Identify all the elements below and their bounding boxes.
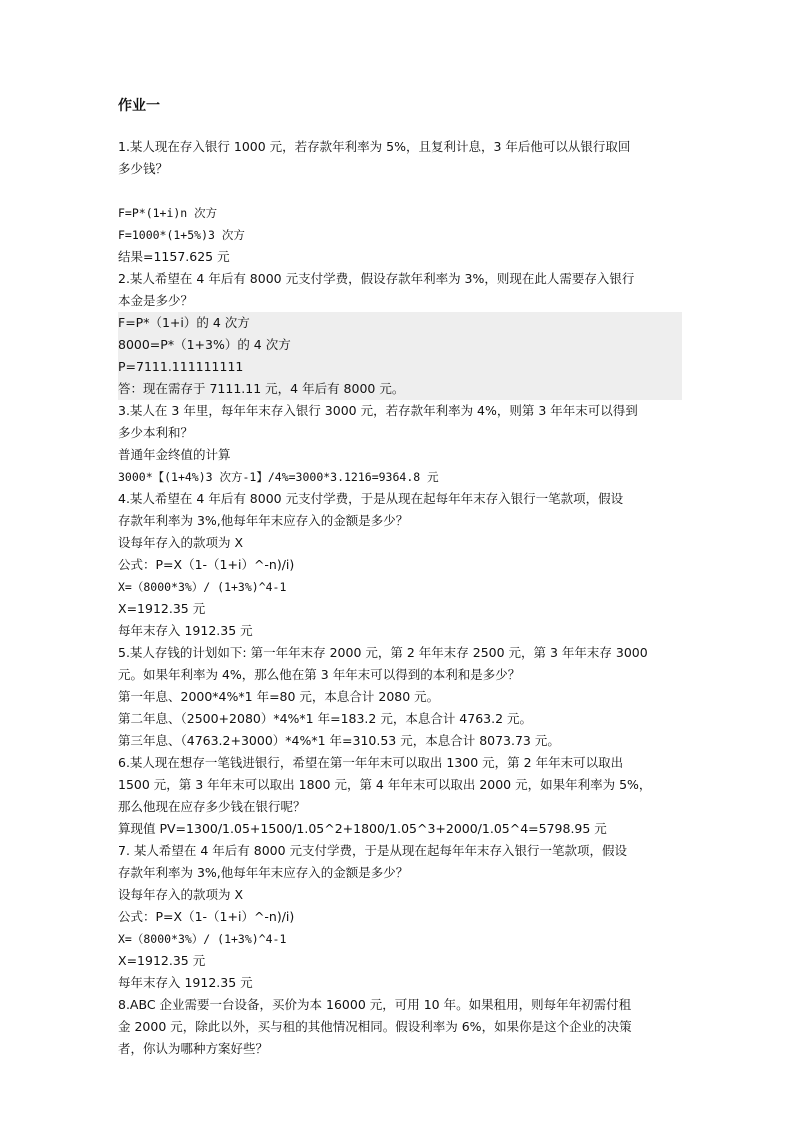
blank-line xyxy=(118,180,678,202)
text-line: 者，你认为哪种方案好些？ xyxy=(118,1041,269,1056)
text-line: 7. 某人希望在 4 年后有 8000 元支付学费，于是从现在起每年年末存入银行一笔款项，假设 xyxy=(118,843,628,858)
text-line: 4.某人希望在 4 年后有 8000 元支付学费，于是从现在起每年年末存入银行一笔款项，假设 xyxy=(118,491,624,506)
text-line: 3.某人在 3 年里，每年年末存入银行 3000 元，若存款年利率为 4%，则第 3 年年末可以得到 xyxy=(118,403,638,418)
formula-line: 公式：P=X（1-（1+i）^-n)/i) xyxy=(118,909,295,924)
text-line: X=1912.35 元 xyxy=(118,601,206,616)
formula-line: 8000=P*（1+3%）的 4 次方 xyxy=(118,337,291,352)
formula-line: X=（8000*3%）/ (1+3%)^4-1 xyxy=(118,580,287,594)
text-line: 多少钱？ xyxy=(118,161,169,176)
formula-line: F=1000*(1+5%)3 次方 xyxy=(118,228,245,242)
text-line: 8.ABC 企业需要一台设备，买价为本 16000 元，可用 10 年。如果租用，则每年年初需付租 xyxy=(118,997,632,1012)
text-line: 本金是多少？ xyxy=(118,293,194,308)
text-line: 每年末存入 1912.35 元 xyxy=(118,975,253,990)
formula-line: F=P*（1+i）的 4 次方 xyxy=(118,315,250,330)
text-line: 2.某人希望在 4 年后有 8000 元支付学费，假设存款年利率为 3%，则现在此人需要存入银行 xyxy=(118,271,635,286)
text-line: 元。如果年利率为 4%，那么他在第 3 年年末可以得到的本利和是多少？ xyxy=(118,667,521,682)
text-line: 多少本利和？ xyxy=(118,425,194,440)
text-line: X=1912.35 元 xyxy=(118,953,206,968)
text-line: 普通年金终值的计算 xyxy=(118,447,231,462)
text-line: 第一年息、2000*4%*1 年=80 元，本息合计 2080 元。 xyxy=(118,689,440,704)
text-line: 6.某人现在想存一笔钱进银行，希望在第一年年末可以取出 1300 元，第 2 年年末可以取出 xyxy=(118,755,624,770)
text-line: 每年末存入 1912.35 元 xyxy=(118,623,253,638)
document-title: 作业一 xyxy=(118,98,160,114)
formula-line: P=7111.111111111 xyxy=(118,359,244,374)
text-line: 第三年息、（4763.2+3000）*4%*1 年=310.53 元，本息合计 8073.73 元。 xyxy=(118,733,560,748)
text-line: 1500 元，第 3 年年末可以取出 1800 元，第 4 年年末可以取出 2000 元，如果年利率为 5%， xyxy=(118,777,652,792)
formula-line: 算现值 PV=1300/1.05+1500/1.05^2+1800/1.05^3+2000/1.05^4=5798.95 元 xyxy=(118,821,607,836)
answer-line: 答：现在需存于 7111.11 元，4 年后有 8000 元。 xyxy=(118,381,405,396)
formula-line: 3000*【(1+4%)3 次方-1】/4%=3000*3.1216=9364.8 元 xyxy=(118,470,439,484)
text-line: 1.某人现在存入银行 1000 元，若存款年利率为 5%，且复利计息，3 年后他可以从银行取回 xyxy=(118,139,631,154)
formula-line: X=（8000*3%）/ (1+3%)^4-1 xyxy=(118,932,287,946)
formula-line: F=P*(1+i)n 次方 xyxy=(118,206,218,220)
formula-line: 公式：P=X（1-（1+i）^-n)/i) xyxy=(118,557,295,572)
text-line: 设每年存入的款项为 X xyxy=(118,535,244,550)
text-line: 存款年利率为 3%,他每年年末应存入的金额是多少？ xyxy=(118,865,409,880)
text-line: 存款年利率为 3%,他每年年末应存入的金额是多少？ xyxy=(118,513,409,528)
text-line: 金 2000 元，除此以外，买与租的其他情况相同。假设利率为 6%，如果你是这个企业的决策 xyxy=(118,1019,632,1034)
text-line: 结果=1157.625 元 xyxy=(118,249,230,264)
text-line: 设每年存入的款项为 X xyxy=(118,887,244,902)
document-page xyxy=(118,96,678,1060)
text-line: 5.某人存钱的计划如下: 第一年年末存 2000 元，第 2 年年末存 2500 元，第 3 年年末存 3000 xyxy=(118,645,648,660)
text-line: 第二年息、（2500+2080）*4%*1 年=183.2 元，本息合计 4763.2 元。 xyxy=(118,711,533,726)
text-line: 那么他现在应存多少钱在银行呢？ xyxy=(118,799,306,814)
shaded-answer-block xyxy=(118,312,682,400)
